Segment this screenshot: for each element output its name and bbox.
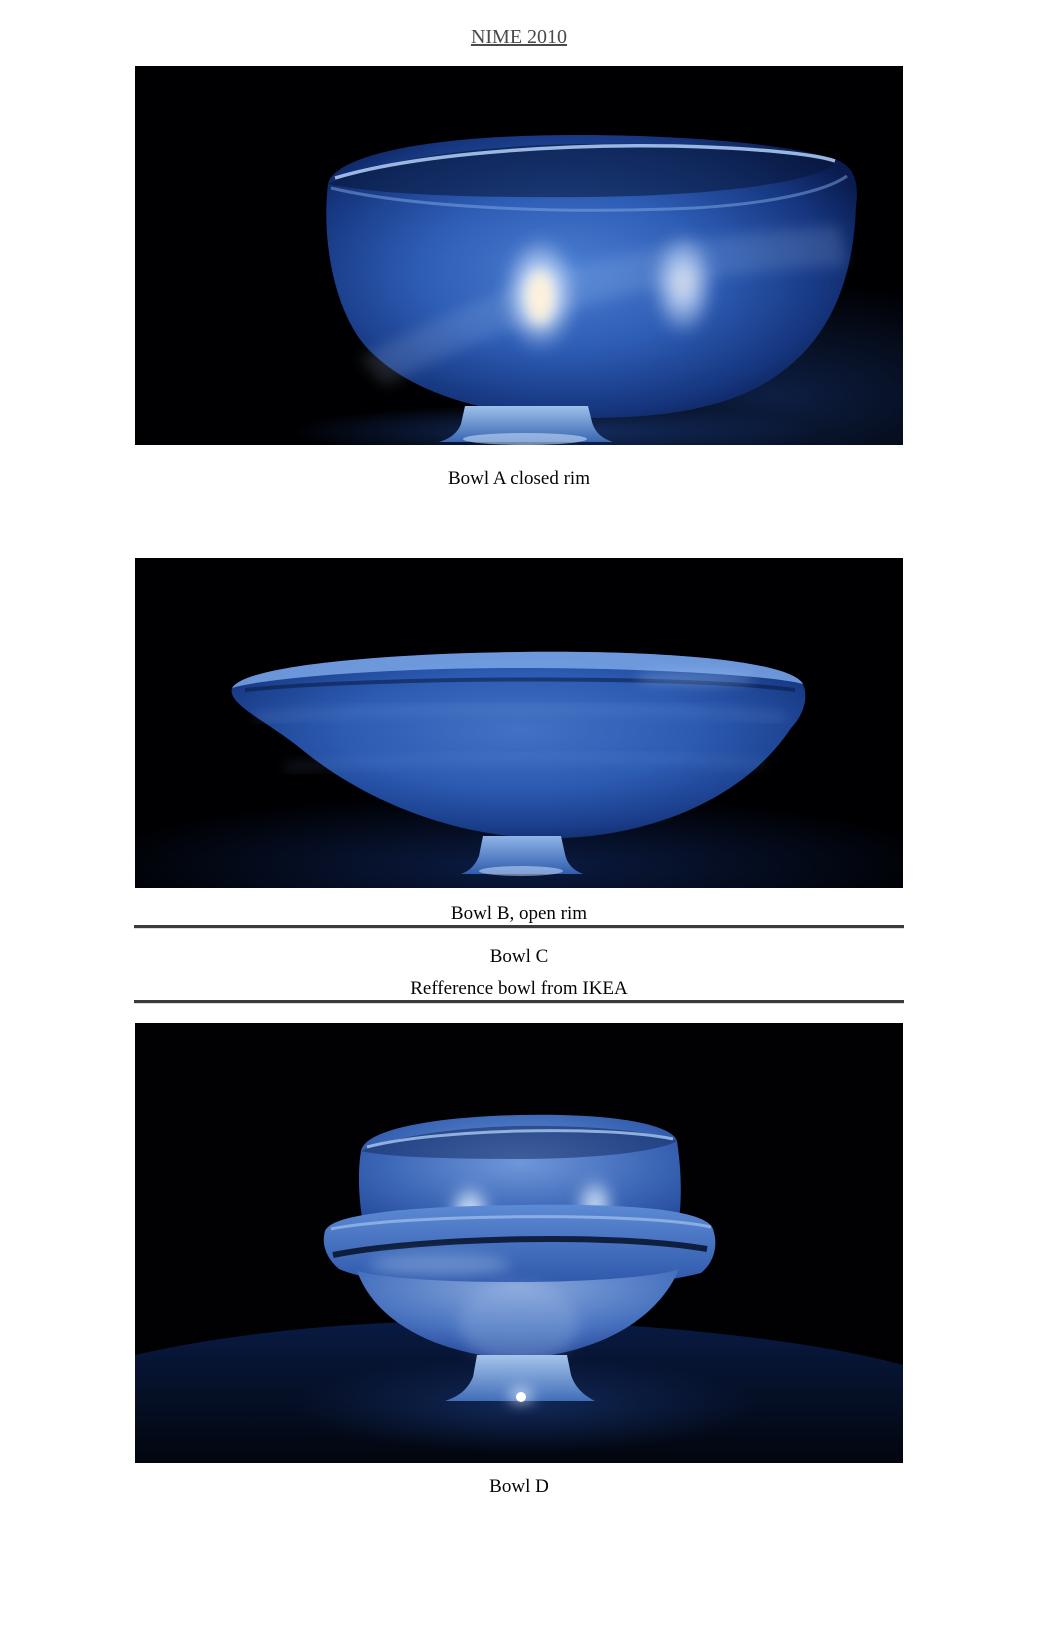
section-divider [134, 1000, 904, 1004]
bowl-d-caption: Bowl D [489, 1476, 549, 1497]
bowl-a-caption: Bowl A closed rim [448, 468, 590, 489]
section-divider [134, 925, 904, 929]
bowl-a-photo [135, 66, 903, 445]
bowl-b-photo [135, 558, 903, 888]
document-page [0, 26, 1038, 1520]
bowl-d-figure [135, 1023, 903, 1463]
bowl-b-figure [135, 558, 903, 888]
page-title: NIME 2010 [470, 26, 568, 48]
bowl-c-note: Refference bowl from IKEA [410, 978, 628, 999]
bowl-d-photo [135, 1023, 903, 1463]
bowl-c-heading: Bowl C [489, 946, 549, 967]
bowl-b-caption: Bowl B, open rim [450, 903, 588, 924]
bowl-a-figure [135, 66, 903, 445]
